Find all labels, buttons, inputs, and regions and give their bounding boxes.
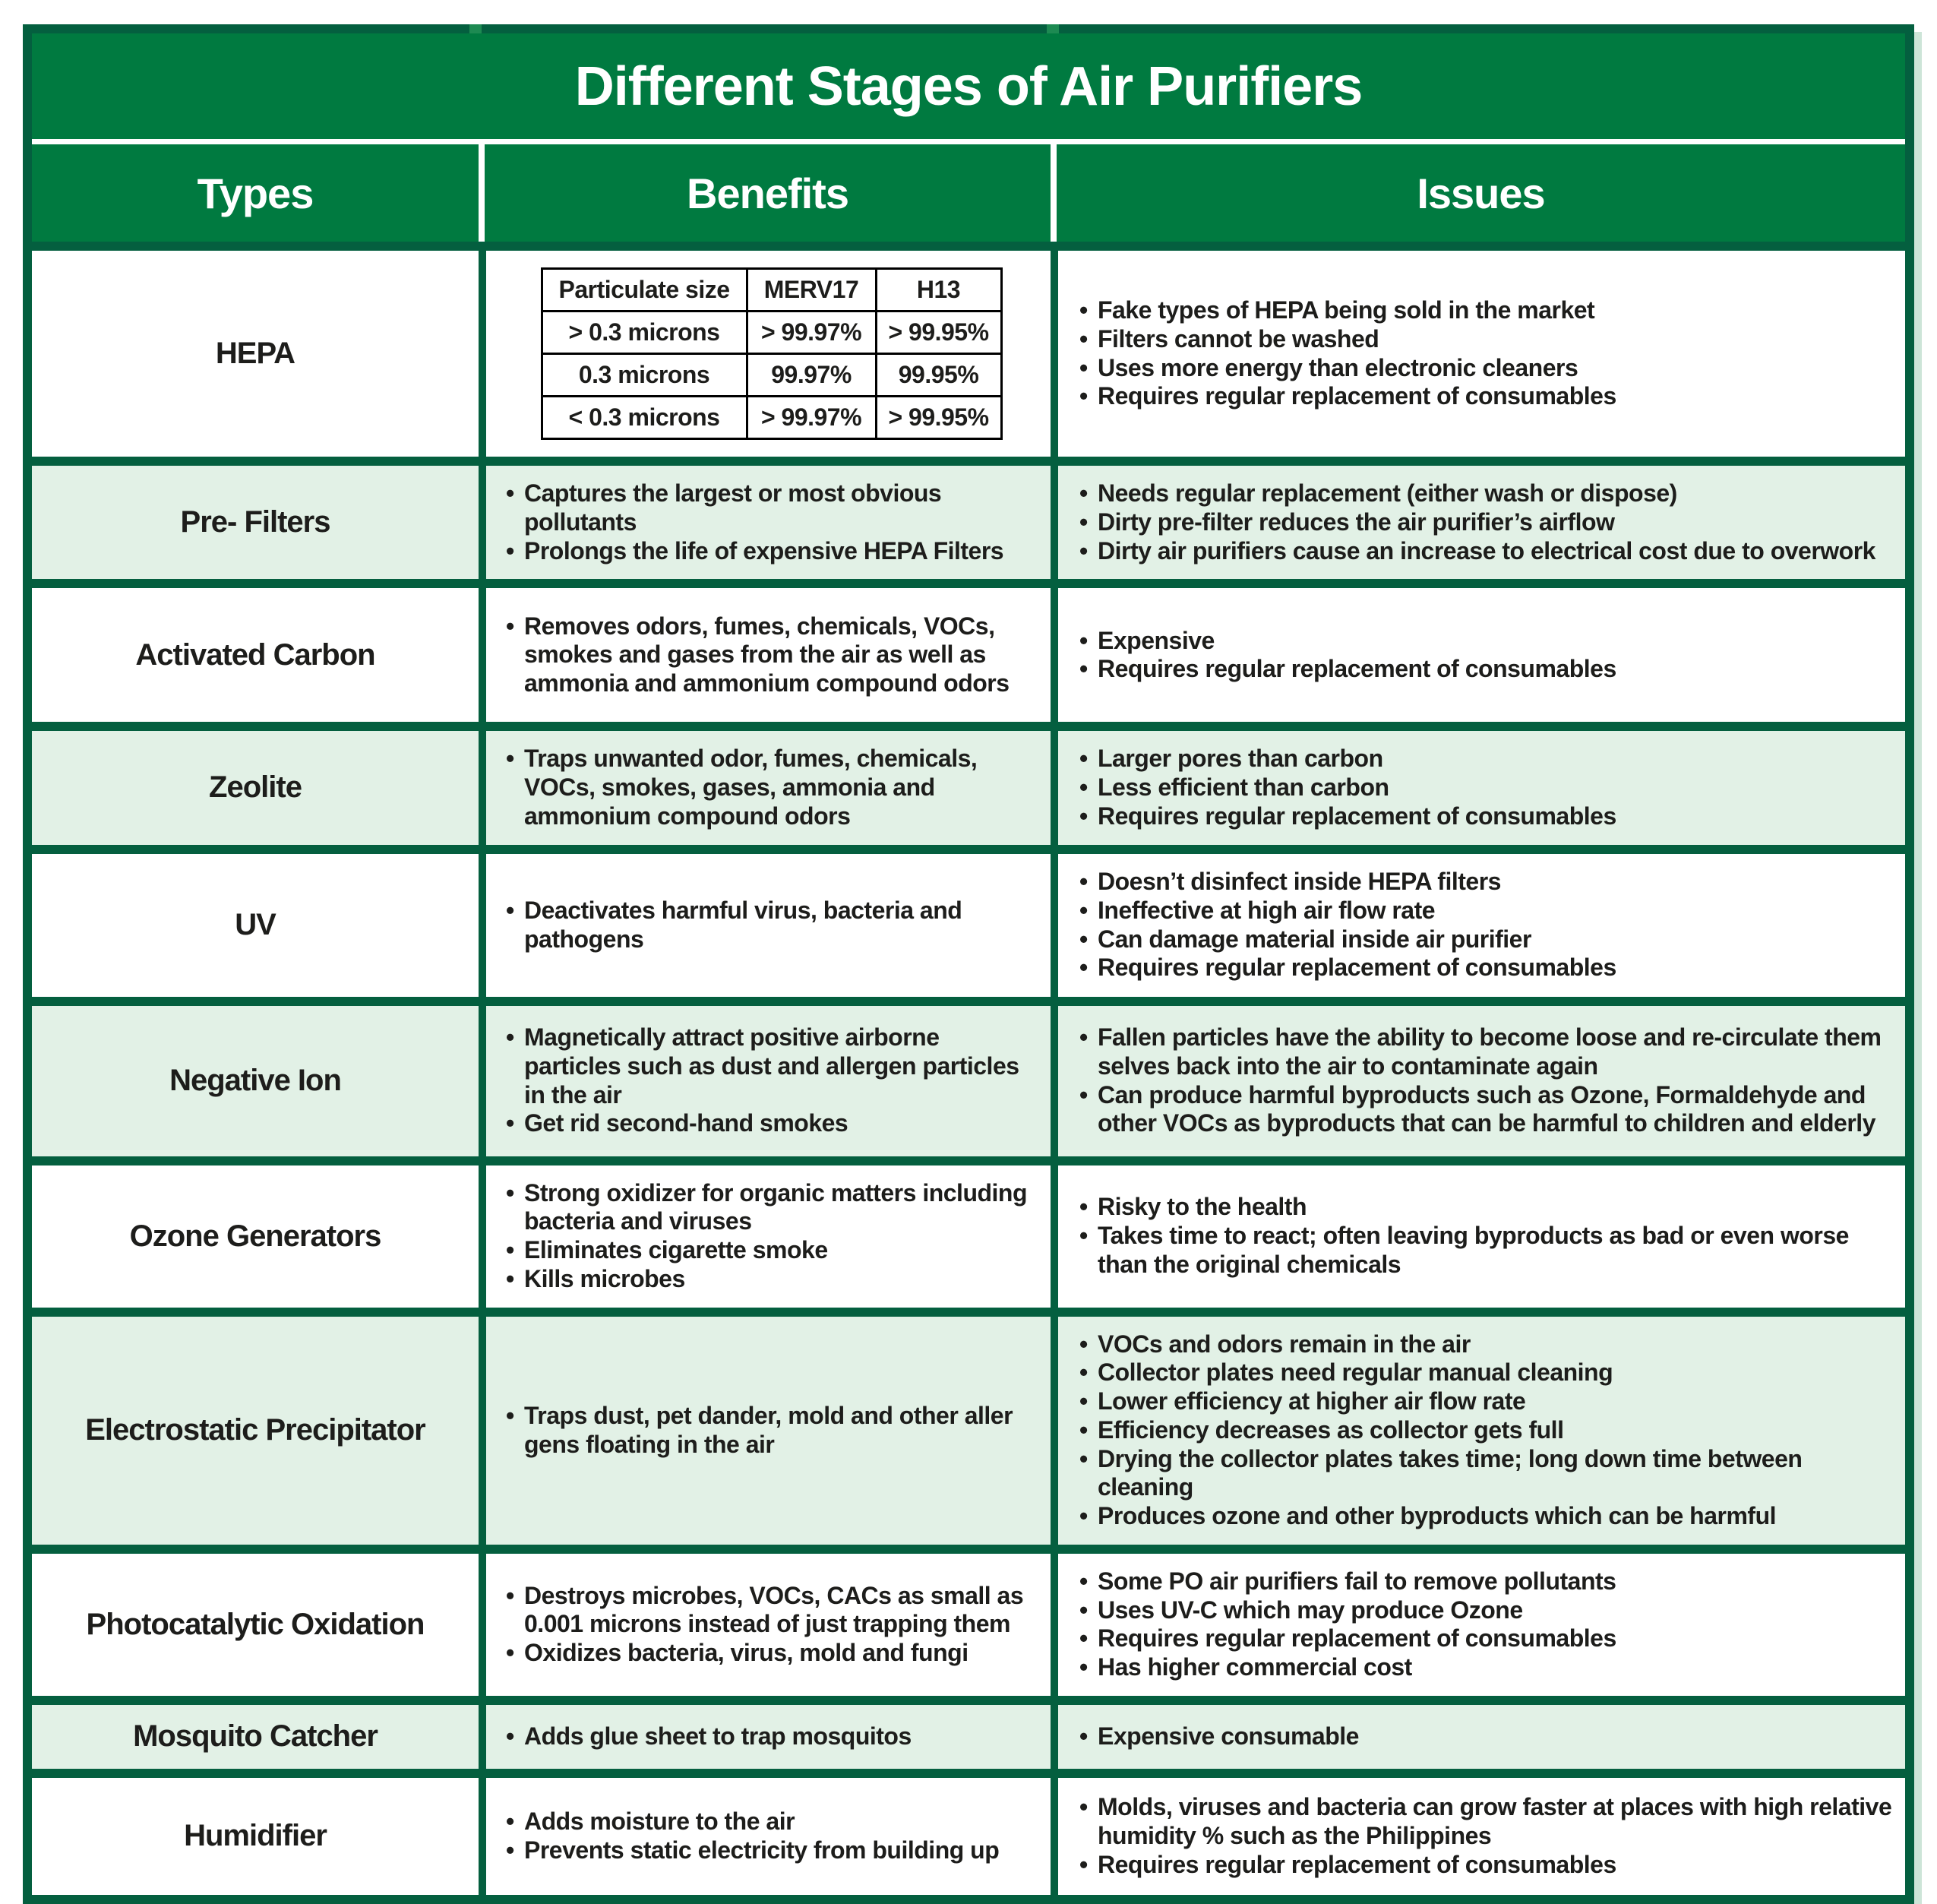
benefits-cell — [479, 1006, 1051, 1156]
issue-item: • Risky to the health — [1078, 1193, 1893, 1222]
issues-cell — [1051, 1317, 1905, 1545]
column-header-benefits: Benefits — [479, 144, 1051, 242]
hepa-table-cell: > 99.97% — [747, 312, 876, 354]
issue-item: • Expensive — [1078, 627, 1893, 656]
hepa-table-cell: > 99.97% — [747, 397, 876, 439]
hepa-table-header-row — [542, 269, 1001, 312]
top-strip-notch — [469, 24, 482, 33]
table-row-zeolite — [32, 722, 1905, 844]
air-purifier-table — [23, 24, 1914, 1904]
hepa-table-cell: < 0.3 microns — [542, 397, 747, 439]
issues-list — [1078, 627, 1893, 685]
benefits-list — [504, 1582, 1038, 1668]
benefit-item: • Prevents static electricity from building up — [504, 1836, 1038, 1865]
issue-item: • Requires regular replacement of consumables — [1078, 1624, 1893, 1653]
issues-cell — [1051, 1705, 1905, 1769]
table-row-mosquito-catcher — [32, 1696, 1905, 1769]
benefit-item: • Oxidizes bacteria, virus, mold and fungi — [504, 1639, 1038, 1668]
page-title: Different Stages of Air Purifiers — [574, 55, 1363, 117]
table-row-ozone-generators — [32, 1156, 1905, 1308]
hepa-table-cell: 99.97% — [747, 354, 876, 397]
benefit-item: • Traps unwanted odor, fumes, chemicals, VOCs, smokes, gases, ammonia and ammonium compound odors — [504, 745, 1038, 830]
issue-item: • Can produce harmful byproducts such as Ozone, Formaldehyde and other VOCs as byproducts that can be harmful to children and elderly — [1078, 1081, 1893, 1139]
type-cell: Mosquito Catcher — [133, 1719, 378, 1754]
benefit-item: • Prolongs the life of expensive HEPA Filters — [504, 537, 1038, 566]
issue-item: • Dirty pre-filter reduces the air purifier’s airflow — [1078, 508, 1893, 537]
type-cell: Ozone Generators — [129, 1219, 381, 1253]
type-cell: Humidifier — [184, 1819, 327, 1853]
type-cell: Electrostatic Precipitator — [85, 1413, 425, 1447]
benefits-cell — [479, 1165, 1051, 1308]
issue-item: • Efficiency decreases as collector gets full — [1078, 1416, 1893, 1445]
type-cell: Negative Ion — [169, 1064, 341, 1097]
hepa-table-row — [542, 354, 1001, 397]
benefits-cell — [479, 1317, 1051, 1545]
column-header-types: Types — [197, 169, 314, 217]
column-header-issues: Issues — [1051, 144, 1905, 242]
issue-item: • VOCs and odors remain in the air — [1078, 1330, 1893, 1359]
issue-item: • Fake types of HEPA being sold in the market — [1078, 296, 1893, 325]
hepa-table-header: MERV17 — [747, 269, 876, 312]
issues-list — [1078, 479, 1893, 565]
benefits-list — [504, 612, 1038, 698]
issue-item: • Requires regular replacement of consumables — [1078, 802, 1893, 831]
table-row-activated-carbon — [32, 579, 1905, 722]
issue-item: • Some PO air purifiers fail to remove pollutants — [1078, 1567, 1893, 1596]
issues-list — [1078, 868, 1893, 982]
type-cell: Zeolite — [209, 770, 302, 805]
issues-cell — [1051, 466, 1905, 579]
issues-list — [1078, 296, 1893, 411]
issue-item: • Requires regular replacement of consumables — [1078, 1851, 1893, 1880]
type-cell: Activated Carbon — [135, 637, 375, 672]
benefits-list — [504, 1179, 1038, 1294]
benefits-cell — [479, 588, 1051, 722]
hepa-table-cell: > 99.95% — [876, 397, 1001, 439]
table-row-humidifier — [32, 1769, 1905, 1895]
table-row-negative-ion — [32, 997, 1905, 1156]
table-row-hepa — [32, 242, 1905, 457]
issue-item: • Has higher commercial cost — [1078, 1653, 1893, 1682]
issue-item: • Can damage material inside air purifier — [1078, 925, 1893, 954]
table-row-uv — [32, 845, 1905, 997]
benefit-item: • Destroys microbes, VOCs, CACs as small as 0.001 microns instead of just trapping them — [504, 1582, 1038, 1640]
benefit-item: • Traps dust, pet dander, mold and other aller gens floating in the air — [504, 1402, 1038, 1460]
hepa-table-cell: > 0.3 microns — [542, 312, 747, 354]
benefit-item: • Deactivates harmful virus, bacteria and pathogens — [504, 897, 1038, 954]
benefits-list — [504, 897, 1038, 954]
hepa-table-cell: 0.3 microns — [542, 354, 747, 397]
issue-item: • Dirty air purifiers cause an increase to electrical cost due to overwork — [1078, 537, 1893, 566]
benefits-list — [504, 479, 1038, 565]
issue-item: • Larger pores than carbon — [1078, 745, 1893, 773]
benefits-cell — [479, 1778, 1051, 1895]
issue-item: • Uses more energy than electronic cleaners — [1078, 354, 1893, 383]
issue-item: • Doesn’t disinfect inside HEPA filters — [1078, 868, 1893, 897]
benefits-cell — [479, 731, 1051, 844]
hepa-table-cell: > 99.95% — [876, 312, 1001, 354]
title-band — [32, 33, 1905, 139]
hepa-efficiency-table — [541, 267, 1003, 440]
benefits-cell — [479, 1705, 1051, 1769]
issue-item: • Needs regular replacement (either wash or dispose) — [1078, 479, 1893, 508]
issue-item: • Expensive consumable — [1078, 1722, 1893, 1751]
issue-item: • Filters cannot be washed — [1078, 325, 1893, 354]
hepa-table-row — [542, 312, 1001, 354]
issues-cell — [1051, 1006, 1905, 1156]
benefit-item: • Strong oxidizer for organic matters including bacteria and viruses — [504, 1179, 1038, 1237]
benefit-item: • Kills microbes — [504, 1265, 1038, 1294]
type-cell: HEPA — [215, 337, 295, 370]
issues-list — [1078, 1023, 1893, 1138]
issues-cell — [1051, 1165, 1905, 1308]
hepa-table-header: Particulate size — [542, 269, 747, 312]
benefits-list — [504, 1808, 1038, 1865]
issues-list — [1078, 1330, 1893, 1531]
benefits-list — [504, 745, 1038, 830]
issues-list — [1078, 1793, 1893, 1879]
benefits-cell — [479, 251, 1051, 457]
benefits-list — [504, 1023, 1038, 1138]
table-row-photocatalytic-oxidation — [32, 1545, 1905, 1696]
benefit-item: • Eliminates cigarette smoke — [504, 1236, 1038, 1265]
issues-list — [1078, 1193, 1893, 1279]
issues-list — [1078, 745, 1893, 830]
issue-item: • Lower efficiency at higher air flow rate — [1078, 1387, 1893, 1416]
issue-item: • Produces ozone and other byproducts which can be harmful — [1078, 1502, 1893, 1531]
hepa-table-header: H13 — [876, 269, 1001, 312]
issue-item: • Uses UV-C which may produce Ozone — [1078, 1596, 1893, 1625]
benefits-list — [504, 1722, 1038, 1751]
issue-item: • Ineffective at high air flow rate — [1078, 897, 1893, 925]
issues-list — [1078, 1722, 1893, 1751]
benefits-cell — [479, 1554, 1051, 1696]
benefit-item: • Captures the largest or most obvious pollutants — [504, 479, 1038, 537]
benefit-item: • Magnetically attract positive airborne particles such as dust and allergen particles in the air — [504, 1023, 1038, 1109]
benefit-item: • Adds glue sheet to trap mosquitos — [504, 1722, 1038, 1751]
title-separator — [32, 139, 1905, 144]
benefits-list — [504, 1402, 1038, 1460]
issue-item: • Less efficient than carbon — [1078, 773, 1893, 802]
issue-item: • Requires regular replacement of consumables — [1078, 382, 1893, 411]
issue-item: • Requires regular replacement of consumables — [1078, 655, 1893, 684]
top-strip-notch — [1047, 24, 1059, 33]
type-cell: Pre- Filters — [180, 505, 330, 539]
column-header-row — [32, 144, 1905, 242]
benefit-item: • Adds moisture to the air — [504, 1808, 1038, 1836]
hepa-table-row — [542, 397, 1001, 439]
issues-cell — [1051, 588, 1905, 722]
issue-item: • Collector plates need regular manual cleaning — [1078, 1358, 1893, 1387]
issue-item: • Requires regular replacement of consumables — [1078, 954, 1893, 982]
issue-item: • Molds, viruses and bacteria can grow faster at places with high relative humidity % such as the Philippines — [1078, 1793, 1893, 1851]
benefits-cell — [479, 466, 1051, 579]
benefit-item: • Get rid second-hand smokes — [504, 1109, 1038, 1138]
issue-item: • Fallen particles have the ability to become loose and re-circulate them selves back into the air to contaminate again — [1078, 1023, 1893, 1081]
issues-cell — [1051, 731, 1905, 844]
issues-cell — [1051, 854, 1905, 997]
issues-cell — [1051, 1554, 1905, 1696]
issue-item: • Drying the collector plates takes time; long down time between cleaning — [1078, 1445, 1893, 1503]
hepa-table-cell: 99.95% — [876, 354, 1001, 397]
issues-cell — [1051, 251, 1905, 457]
type-cell: UV — [235, 908, 276, 941]
table-row-electrostatic-precipitator — [32, 1308, 1905, 1545]
issues-cell — [1051, 1778, 1905, 1895]
type-cell: Photocatalytic Oxidation — [86, 1607, 425, 1641]
issue-item: • Takes time to react; often leaving byproducts as bad or even worse than the original chemicals — [1078, 1222, 1893, 1279]
table-row-pre-filters — [32, 457, 1905, 579]
benefits-cell — [479, 854, 1051, 997]
issues-list — [1078, 1567, 1893, 1682]
benefit-item: • Removes odors, fumes, chemicals, VOCs, smokes and gases from the air as well as ammonia and ammonium compound odors — [504, 612, 1038, 698]
